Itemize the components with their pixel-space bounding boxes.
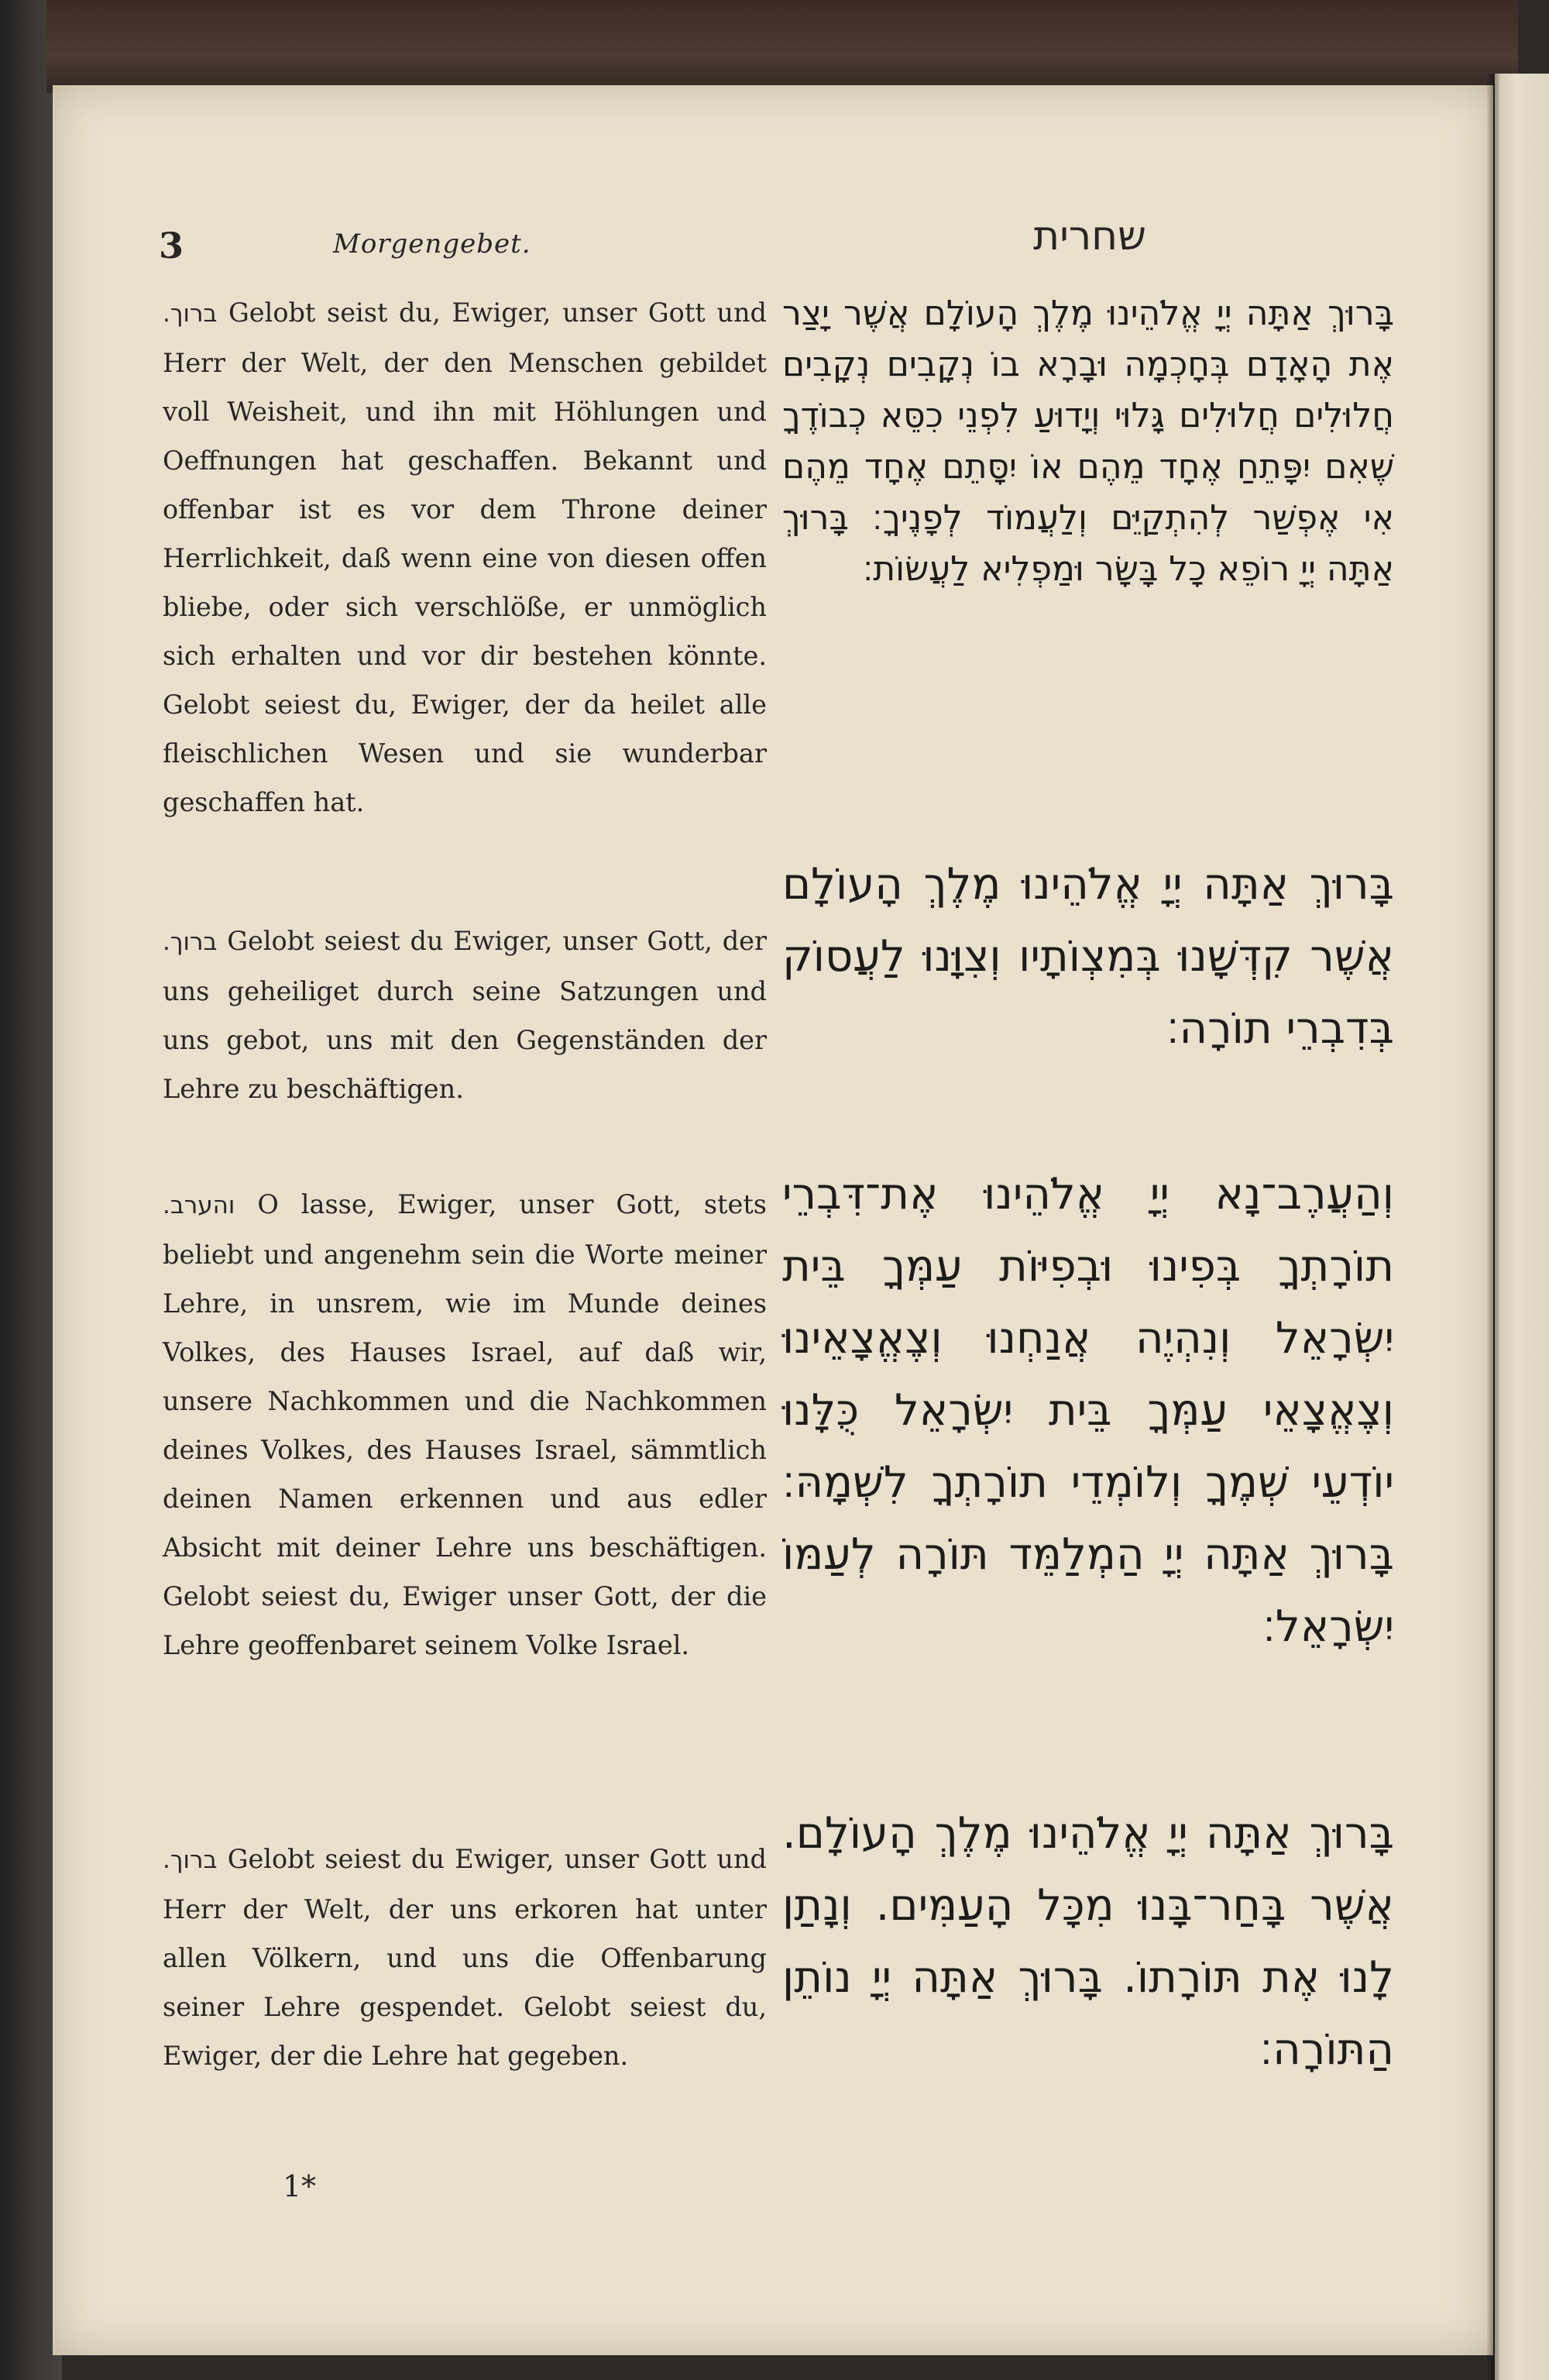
gutter-shadow bbox=[1487, 74, 1499, 2380]
german-paragraph-text: O lasse, Ewiger, unser Gott, stets beliebt und angenehm sein die Worte meiner Lehre, in unsrem, wie im Munde deines Volkes, des Hauses Israel, auf daß wir, unsere Nachkommen und die Nachkommen deines Volkes, des Hauses Israel, sämmtlich deinen Namen erkennen und aus edler Absicht mit deiner Lehre uns beschäftigen. Gelobt seiest du, Ewiger unser Gott, der die Lehre geoffenbaret seinem Volke Israel. bbox=[163, 1189, 767, 1660]
german-paragraph-2 bbox=[163, 917, 767, 1113]
hebrew-paragraph-4: בָּרוּךְ אַתָּה יְיָ אֱלֹהֵינוּ מֶלֶךְ הָעוֹלָם. אֲשֶׁר בָּחַר־בָּנוּ מִכָּל הָעַמִּים. וְנָתַן לָנוּ אֶת תּוֹרָתוֹ. בָּרוּךְ אַתָּה יְיָ נוֹתֵן הַתּוֹרָה׃ bbox=[782, 1808, 1394, 2075]
german-paragraph-3 bbox=[163, 1180, 767, 1670]
german-paragraph-1 bbox=[163, 288, 767, 827]
hebrew-paragraph-2: בָּרוּךְ אַתָּה יְיָ אֱלֹהֵינוּ מֶלֶךְ הָעוֹלָם אֲשֶׁר קִדְּשָׁנוּ בְּמִצְוֹתָיו וְצִוָּנוּ לַעֲסוֹק בְּדִבְרֵי תוֹרָה׃ bbox=[782, 859, 1394, 1054]
german-paragraph-text: Gelobt seist du, Ewiger, unser Gott und Herr der Welt, der den Menschen gebildet voll Weisheit, und ihn mit Höhlungen und Oeffnungen hat geschaffen. Bekannt und offenbar ist es vor dem Throne deiner Herrlichkeit, daß wenn eine von diesen offen bliebe, oder sich verschlöße, er unmöglich sich erhalten und vor dir bestehen könnte. Gelobt seiest du, Ewiger, der da heilet alle fleischlichen Wesen und sie wunderbar geschaffen hat. bbox=[163, 298, 767, 817]
german-paragraph-ref: ברוך. bbox=[163, 300, 218, 328]
german-paragraph-ref: והערב. bbox=[163, 1192, 235, 1219]
german-paragraph-text: Gelobt seiest du Ewiger, unser Gott und Herr der Welt, der uns erkoren hat unter allen Völkern, und uns die Offenbarung seiner Lehre gespendet. Gelobt seiest du, Ewiger, der die Lehre hat gegeben. bbox=[163, 1844, 767, 2071]
hebrew-page-title: שחרית bbox=[1033, 213, 1146, 260]
german-paragraph-text: Gelobt seiest du Ewiger, unser Gott, der uns geheiliget durch seine Satzungen und uns gebot, uns mit den Gegenständen der Lehre zu beschäftigen. bbox=[163, 926, 768, 1104]
page-number: 3 bbox=[159, 225, 184, 267]
book-cover-edge bbox=[46, 0, 1518, 93]
hebrew-paragraph-3: וְהַעֲרֶב־נָא יְיָ אֱלֹהֵינוּ אֶת־דִּבְרֵי תוֹרָתְךָ בְּפִינוּ וּבְפִיּוֹת עַמְּךָ בֵּית יִשְׂרָאֵל וְנִהְיֶה אֲנַחְנוּ וְצֶאֱצָאֵינוּ וְצֶאֱצָאֵי עַמְּךָ בֵּית יִשְׂרָאֵל כֻּלָּנוּ יוֹדְעֵי שְׁמֶךָ וְלוֹמְדֵי תוֹרָתְךָ לִשְׁמָהּ׃ בָּרוּךְ אַתָּה יְיָ הַמְלַמֵּד תּוֹרָה לְעַמּוֹ יִשְׂרָאֵל׃ bbox=[782, 1169, 1394, 1652]
german-paragraph-ref: ברוך. bbox=[163, 928, 218, 956]
signature-mark: 1* bbox=[283, 2169, 317, 2203]
german-paragraph-ref: ברוך. bbox=[163, 1846, 218, 1874]
hebrew-paragraph-1: בָּרוּךְ אַתָּה יְיָ אֱלֹהֵינוּ מֶלֶךְ הָעוֹלָם אֲשֶׁר יָצַר אֶת הָאָדָם בְּחָכְמָה וּבָרָא בוֹ נְקָבִים נְקָבִים חֲלוּלִים חֲלוּלִים גָּלוּי וְיָדוּעַ לִפְנֵי כִסֵּא כְבוֹדֶךָ שֶׁאִם יִפָּתֵחַ אֶחָד מֵהֶם אוֹ יִסָּתֵם אֶחָד מֵהֶם אִי אֶפְשַׁר לְהִתְקַיֵּם וְלַעֲמוֹד לְפָנֶיךָ׃ בָּרוּךְ אַתָּה יְיָ רוֹפֵא כָל בָּשָׂר וּמַפְלִיא לַעֲשׂוֹת׃ bbox=[782, 294, 1394, 589]
german-paragraph-4 bbox=[163, 1835, 767, 2080]
next-page-edge bbox=[1495, 74, 1549, 2380]
page-title: Morgengebet. bbox=[333, 229, 531, 260]
